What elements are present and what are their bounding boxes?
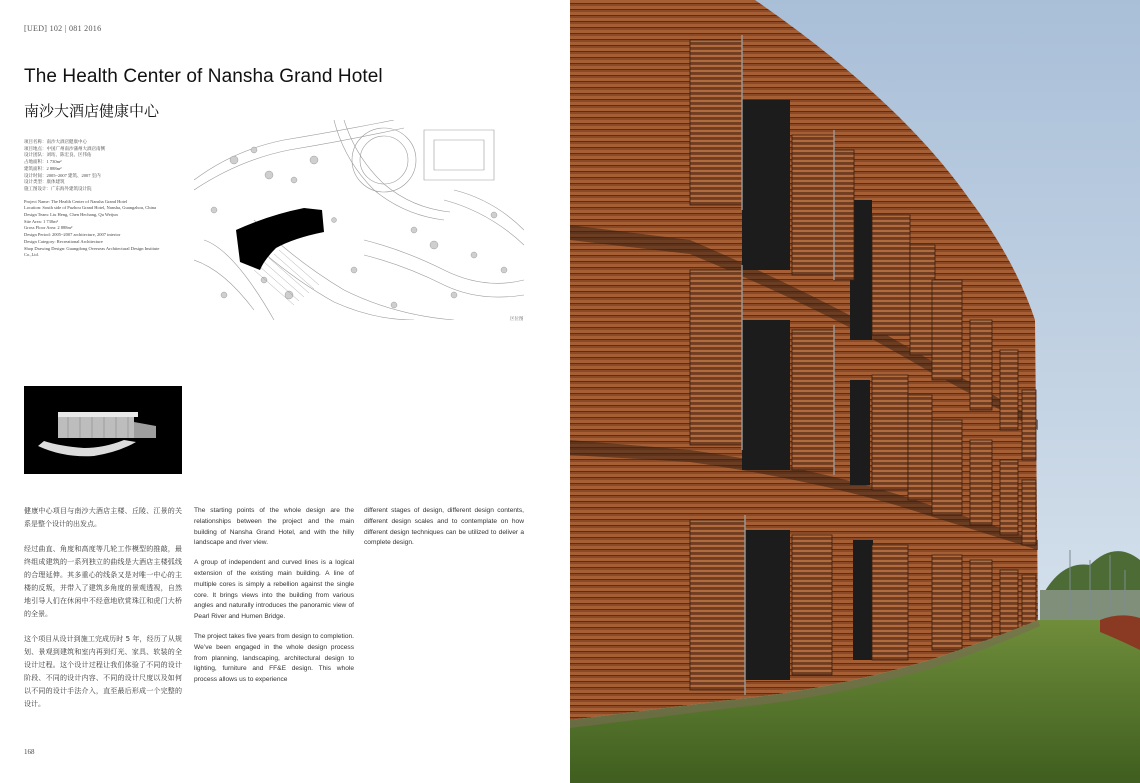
info-cn-line: 项目名称：南沙大酒店健康中心 xyxy=(24,139,87,144)
info-cn-line: 设计团队：刘珩、陈宏良、区伟佑 xyxy=(24,152,92,158)
paragraph: A group of independent and curved lines is a logical extension of the existing main building. A line of multiple cores is simply a rebellion against the single core. It brings views into the building from various angles and naturally introduces the panoramic view of Pearl River and Humen Bridge. xyxy=(194,559,354,621)
paragraph: different stages of design, different design contents, different design scales and to contemplate on how different design techniques can be utilized to deliver a complete design. xyxy=(364,507,524,547)
info-cn-line: 设计类型：康体建筑 xyxy=(24,179,65,185)
info-en-line: Project Name: The Health Center of Nansha Grand Hotel xyxy=(24,198,128,204)
site-plan-drawing xyxy=(194,120,524,320)
title-english: The Health Center of Nansha Grand Hotel xyxy=(24,66,383,87)
building-facade-photo xyxy=(570,0,1140,783)
site-plan-caption: 区位图 xyxy=(510,316,524,321)
info-en-line: Design Period: 2005~2007 architecture, 2007 interior xyxy=(24,232,121,238)
paragraph: 这个项目从设计到施工完成历时 5 年，经历了从规划、景观到建筑和室内再到灯光、家具、软装的全设计过程。这个设计过程让我们体验了不同的设计阶段、不同的设计内容、不同的设计尺度以及如何以不同的设计手法介入，直至最后形成一个完整的设计。 xyxy=(24,635,182,708)
info-en-line: Shop Drawing Design: Guangdong Overseas Architectural Design Institute xyxy=(24,245,160,251)
body-english-col2 xyxy=(364,506,524,549)
body-chinese xyxy=(24,505,182,723)
info-en-line: Co.,Ltd. xyxy=(24,252,39,258)
info-cn-line: 占地面积：1 730m² xyxy=(24,159,62,165)
info-en-line: Location: South side of Puzhou Grand Hotel, Nansha, Guangzhou, China xyxy=(24,205,156,211)
info-cn-line: 建筑面积：2 888m² xyxy=(24,165,62,171)
info-en-line: Gross Floor Area: 2 888m² xyxy=(24,225,73,231)
building-photo xyxy=(570,0,1140,783)
info-cn-line: 项目地点：中国广州南沙蒲州大酒店南侧 xyxy=(24,145,105,151)
info-cn-line: 施工图设计：广东海外建筑设计院 xyxy=(24,185,92,191)
title-chinese: 南沙大酒店健康中心 xyxy=(24,102,160,120)
paragraph: 经过曲直、角度和高度等几轮工作模型的推敲，最终组成建筑的一系列独立的曲线是大酒店主楼弧线的合理延伸。其多重心的线条又是对唯一中心的主楼的反叛，并带入了建筑多角度的景观透视，自然地引导人们在休闲中不经意地欣赏珠江和虎门大桥的全景。 xyxy=(24,545,182,618)
paragraph: The project takes five years from design to completion. We’ve been engaged in the whole design process from planning, landscaping, architectural design to lighting, furniture and FF&E design. This whole process allows us to experience xyxy=(194,632,354,684)
info-en-line: Design Team: Liu Heng, Chen Hechang, Qu Weijun xyxy=(24,212,118,218)
page-number: 168 xyxy=(24,748,35,756)
info-en-line: Site Area: 1 730m² xyxy=(24,218,58,224)
project-info xyxy=(24,139,174,259)
model-photo xyxy=(24,386,182,474)
paragraph: 健康中心项目与南沙大酒店主楼、丘陵、江景的关系是整个设计的出发点。 xyxy=(24,507,182,528)
page-header: [UED] 102 | 081 2016 xyxy=(24,24,102,33)
paragraph: The starting points of the whole design are the relationships between the project and the main building of Nansha Grand Hotel, and with the hilly landscape and river view. xyxy=(194,507,354,547)
info-en-line: Design Category: Recreational Architecture xyxy=(24,238,103,244)
info-cn-line: 设计时间：2005~2007 建筑、2007 室内 xyxy=(24,172,101,178)
body-english-col1 xyxy=(194,506,354,695)
